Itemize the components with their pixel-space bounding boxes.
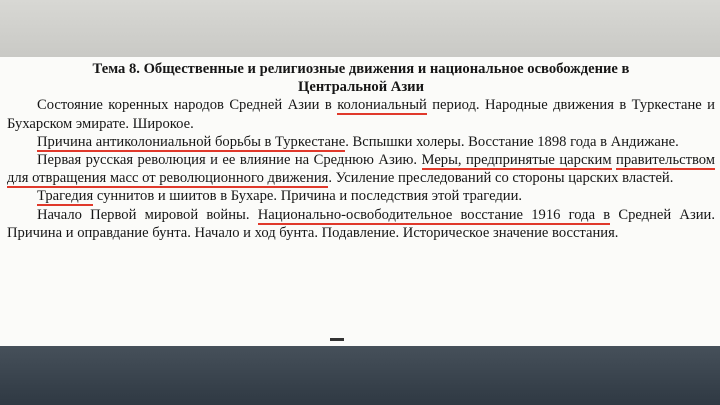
- paragraph-3: [7, 151, 715, 187]
- title-line-1: Тема 8. Общественные и религиозные движения и национальное освобождение в: [92, 61, 630, 77]
- p4-text-b: суннитов и шиитов в Бухаре. Причина и последствия этой трагедии.: [93, 188, 523, 205]
- document-page: [0, 57, 720, 346]
- p3-text-a: Первая русская революция и ее влияние на Среднюю Азию.: [37, 152, 422, 169]
- paragraph-4: [7, 187, 715, 205]
- p5-underlined-phrase: Национально-освободительное восстание 1916 года в: [257, 206, 611, 223]
- p5-text-a: Начало Первой мировой войны.: [37, 206, 258, 223]
- p1-text-b: период. Народные движения в Туркестане и Бухарском эмирате. Широкое.: [7, 97, 715, 132]
- p4-underlined-term: Трагедия: [37, 188, 94, 205]
- p2-underlined-phrase: Причина антиколониальной борьбы в Туркестане: [37, 133, 346, 150]
- p2-text-b: . Вспышки холеры. Восстание 1898 года в Андижане.: [345, 133, 679, 150]
- p3-text-b: . Усиление преследований со стороны царских властей.: [328, 170, 674, 187]
- document-body: [7, 60, 715, 242]
- paragraph-2: [7, 133, 715, 151]
- topic-title: [7, 60, 715, 96]
- p1-text-a: Состояние коренных народов Средней Азии в: [37, 97, 338, 114]
- p1-underlined-term: колониальный: [337, 97, 427, 114]
- paragraph-5: [7, 206, 715, 242]
- bottom-background-band: [0, 346, 720, 405]
- paragraph-1: [7, 96, 715, 132]
- top-background-band: [0, 0, 720, 57]
- p5-text-b: Средней Азии. Причина и оправдание бунта. Начало и ход бунта. Подавление. Историческое значение восстания.: [7, 206, 715, 241]
- p3-underlined-phrase-1: Меры, предпринятые царским: [421, 152, 612, 169]
- p3-underlined-phrase-2: правительством для отвращения масс от революционного движения: [7, 152, 715, 187]
- cut-off-text-fragment: [330, 338, 344, 341]
- title-line-2: Центральной Азии: [297, 79, 424, 96]
